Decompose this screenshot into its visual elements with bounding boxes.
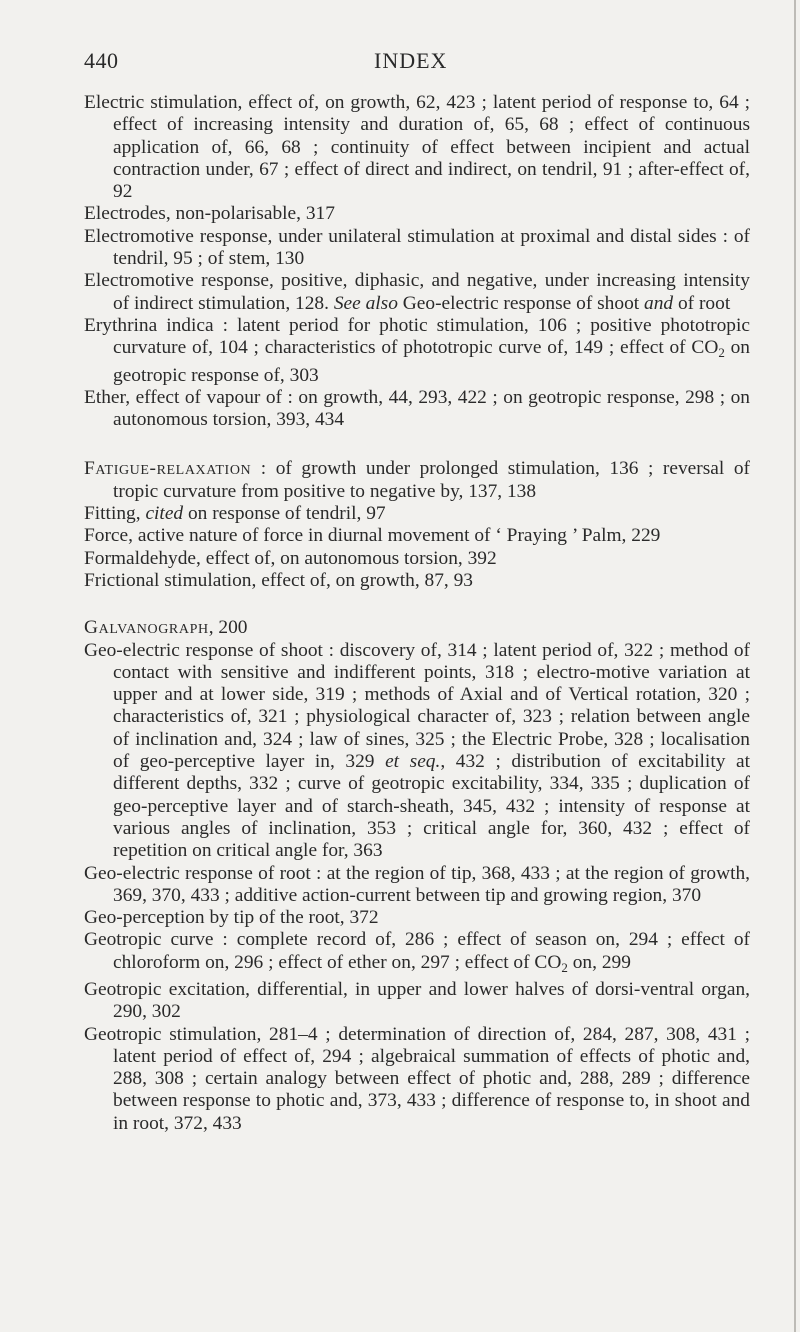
index-entry: Erythrina indica : latent period for photic stimulation, 106 ; positive phototropic curvature of, 104 ; characteristics of phototropic curve of, 149 ; effect of $CO_2$ on geotropic response of, 303 <box>84 314 750 386</box>
index-entry: Fatigue-relaxation : of growth under prolonged stimulation, 136 ; reversal of tropic curvature from positive to negative by, 137, 138 <box>84 458 750 502</box>
index-entry: Geo-electric response of shoot : discovery of, 314 ; latent period of, 322 ; method of contact with sensitive and indifferent points, 318 ; electro-motive variation at upper and at lower side, 319 ; methods of Axial and of Vertical rotation, 320 ; characteristics of, 321 ; physiological character of, 323 ; relation between angle of inclination and, 324 ; law of sines, 325 ; the Electric Probe, 328 ; localisation of geo-perceptive layer in, 329 et seq., 432 ; distribution of excitability at different depths, 332 ; curve of geotropic excitability, 334, 335 ; duplication of geo-perceptive layer and of starch-sheath, 345, 432 ; intensity of response at various angles of inclination, 353 ; critical angle for, 360, 432 ; effect of repetition on critical angle for, 363 <box>84 639 750 862</box>
index-entry: Geotropic curve : complete record of, 286 ; effect of season on, 294 ; effect of chloroform on, 296 ; effect of ether on, 297 ; effect of $CO_2$ on, 299 <box>84 929 750 975</box>
index-entry: Frictional stimulation, effect of, on growth, 87, 93 <box>84 569 474 591</box>
page-number: 440 <box>84 48 119 73</box>
index-entry: Electromotive response, under unilateral stimulation at proximal and distal sides : of tendril, 95 ; of stem, 130 <box>84 225 750 270</box>
index-body <box>84 92 750 1135</box>
index-entry: Electric stimulation, effect of, on growth, 62, 423 ; latent period of response to, 64 ; effect of increasing intensity and duration of, 65, 68 ; effect of continuous application of, 66, 68 ; continuity of effect between incipient and actual contraction under, 67 ; effect of direct and indirect, on tendril, 91 ; after-effect of, 92 <box>84 92 750 203</box>
section-gap <box>84 592 750 617</box>
page-title: INDEX <box>374 48 448 73</box>
index-entry: Force, active nature of force in diurnal movement of ‘ Praying ’ Palm, 229 <box>84 525 661 547</box>
index-entry: Ether, effect of vapour of : on growth, 44, 293, 422 ; on geotropic response, 298 ; on autonomous torsion, 393, 434 <box>84 386 750 431</box>
index-entry: Geo-perception by tip of the root, 372 <box>84 907 379 929</box>
index-entry: Geotropic excitation, differential, in upper and lower halves of dorsi-ventral organ, 290, 302 <box>84 978 750 1023</box>
section-gap <box>84 431 750 458</box>
index-entry: Fitting, cited on response of tendril, 97 <box>84 503 386 525</box>
index-entry: Galvanograph, 200 <box>84 617 248 639</box>
index-entry: Geotropic stimulation, 281–4 ; determination of direction of, 284, 287, 308, 431 ; latent period of effect of, 294 ; algebraical summation of effects of photic and, 288, 308 ; certain analogy between effect of photic and, 288, 289 ; difference between response to photic and, 373, 433 ; difference of response to, in shoot and in root, 372, 433 <box>84 1023 750 1134</box>
index-entry: Geo-electric response of root : at the region of tip, 368, 433 ; at the region of growth, 369, 370, 433 ; additive action-current between tip and growing region, 370 <box>84 862 750 906</box>
page-header <box>84 48 740 82</box>
index-entry: Electromotive response, positive, diphasic, and negative, under increasing intensity of indirect stimulation, 128. See also Geo-electric response of shoot and of root <box>84 270 750 314</box>
page-edge <box>794 0 796 1332</box>
index-entry: Formaldehyde, effect of, on autonomous torsion, 392 <box>84 547 497 569</box>
index-entry: Electrodes, non-polarisable, 317 <box>84 203 335 225</box>
